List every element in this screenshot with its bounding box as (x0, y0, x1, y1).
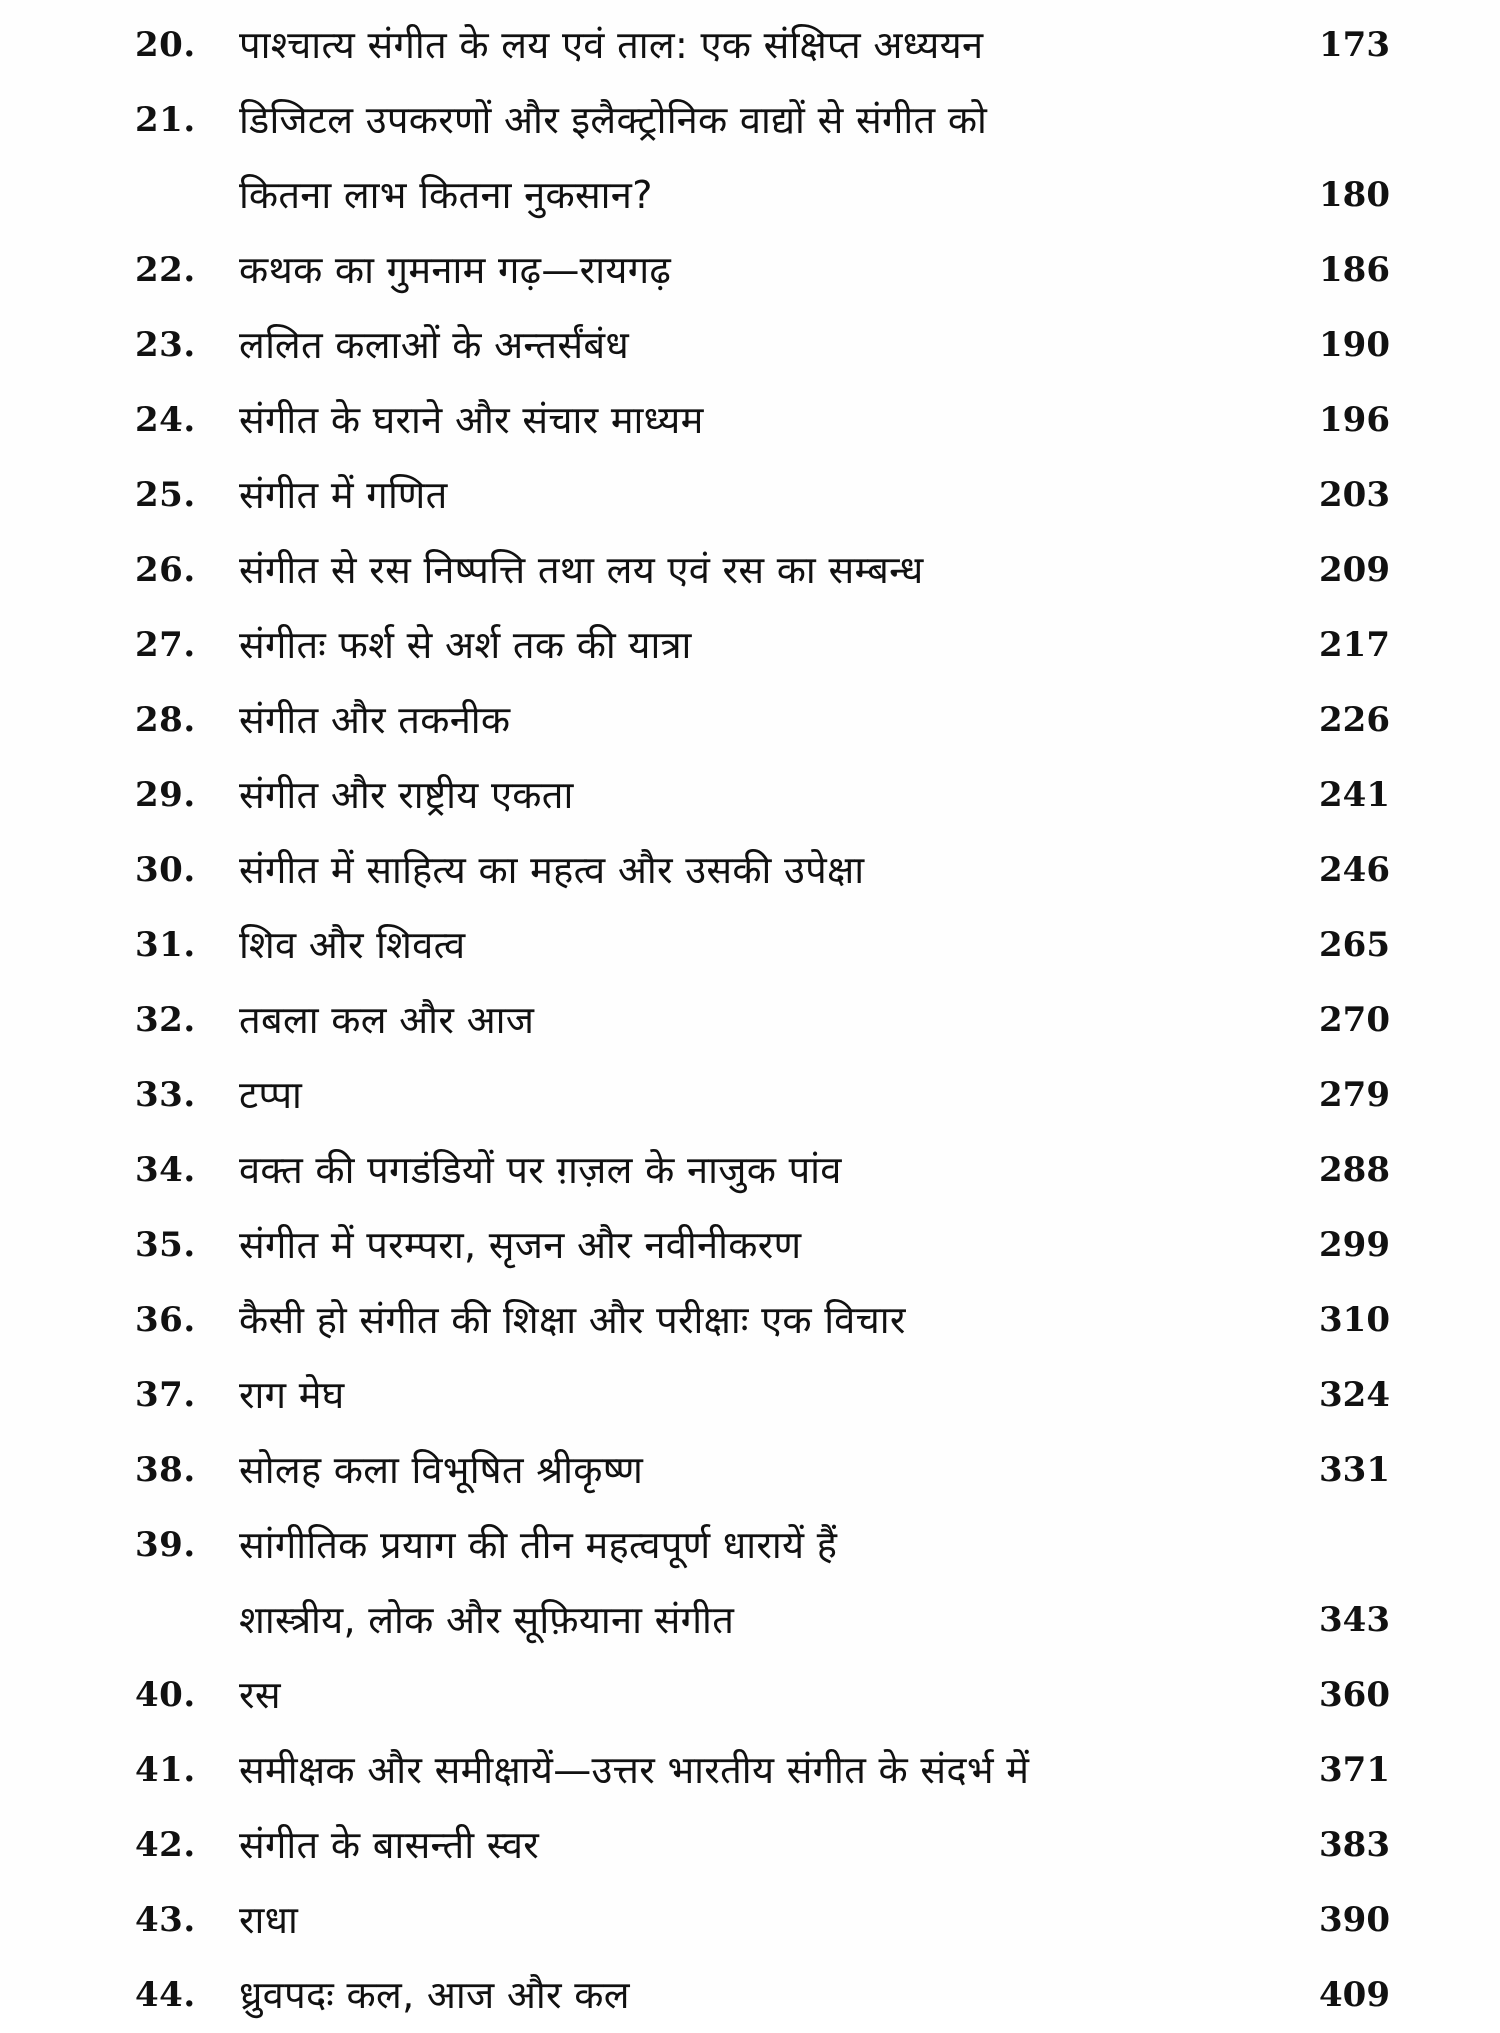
entry-title (227, 608, 1390, 683)
entry-number: 26. (135, 550, 196, 590)
entry-number: 32. (135, 1000, 196, 1040)
entry-page-number: 288 (1319, 1150, 1390, 1190)
entry-number: 21. (135, 100, 196, 140)
entry-title (227, 908, 1390, 983)
entry-page-number: 331 (1319, 1450, 1390, 1490)
toc-entry (135, 608, 1390, 683)
entry-page-number: 279 (1319, 1075, 1390, 1115)
entry-page-number: 173 (1319, 25, 1390, 65)
entry-title (227, 533, 1390, 608)
toc-entry (135, 533, 1390, 608)
entry-page-number: 203 (1319, 475, 1390, 515)
toc-entry (135, 1883, 1390, 1958)
entry-page-number: 371 (1319, 1750, 1390, 1790)
entry-title (227, 1058, 1390, 1133)
toc-entry (135, 308, 1390, 383)
entry-title-line: तबला कल और आज (239, 998, 535, 1042)
entry-page-number: 390 (1319, 1900, 1390, 1940)
entry-title (227, 458, 1390, 533)
entry-title (227, 1883, 1390, 1958)
entry-page-number: 241 (1319, 775, 1390, 815)
entry-title (227, 1358, 1390, 1433)
entry-number: 34. (135, 1150, 196, 1190)
entry-number: 41. (135, 1750, 196, 1790)
entry-title-line: टप्पा (239, 1073, 303, 1117)
entry-number: 33. (135, 1075, 196, 1115)
entry-page-number: 299 (1319, 1225, 1390, 1265)
entry-number: 25. (135, 475, 196, 515)
entry-title (227, 758, 1390, 833)
toc-entry (135, 833, 1390, 908)
toc-entry (135, 1058, 1390, 1133)
table-of-contents (135, 8, 1390, 2033)
toc-entry (135, 1283, 1390, 1358)
entry-number: 30. (135, 850, 196, 890)
entry-page-number: 180 (1319, 175, 1390, 215)
entry-title-line: संगीत के बासन्ती स्वर (239, 1823, 540, 1867)
entry-title (227, 1958, 1390, 2033)
entry-number: 31. (135, 925, 196, 965)
entry-number: 37. (135, 1375, 196, 1415)
entry-page-number: 383 (1319, 1825, 1390, 1865)
entry-title (227, 1133, 1390, 1208)
entry-title (227, 1808, 1390, 1883)
entry-number: 27. (135, 625, 196, 665)
entry-page-number: 324 (1319, 1375, 1390, 1415)
entry-title-line: पाश्चात्य संगीत के लय एवं ताल: एक संक्षिप्त अध्ययन (239, 23, 984, 67)
entry-title-line: शिव और शिवत्व (239, 923, 466, 967)
entry-page-number: 209 (1319, 550, 1390, 590)
entry-title-line: सांगीतिक प्रयाग की तीन महत्वपूर्ण धारायें हैं (239, 1523, 838, 1567)
toc-entry (135, 1358, 1390, 1433)
entry-title-line: संगीत और तकनीक (239, 698, 511, 742)
entry-title-line: ललित कलाओं के अन्तर्संबंध (239, 323, 630, 367)
toc-entry (135, 758, 1390, 833)
entry-title-line: संगीत से रस निष्पत्ति तथा लय एवं रस का सम्बन्ध (239, 548, 924, 592)
entry-title-line: संगीतः फर्श से अर्श तक की यात्रा (239, 623, 692, 667)
entry-number: 29. (135, 775, 196, 815)
toc-entry (135, 83, 1390, 233)
entry-title (227, 1433, 1390, 1508)
entry-title (227, 308, 1390, 383)
entry-title (227, 833, 1390, 908)
entry-title (227, 8, 1390, 83)
entry-title-line: संगीत के घराने और संचार माध्यम (239, 398, 704, 442)
toc-entry (135, 1133, 1390, 1208)
toc-entry (135, 1433, 1390, 1508)
toc-entry (135, 1733, 1390, 1808)
entry-page-number: 270 (1319, 1000, 1390, 1040)
entry-title-line: राग मेघ (239, 1373, 345, 1417)
entry-page-number: 310 (1319, 1300, 1390, 1340)
toc-entry (135, 1958, 1390, 2033)
entry-page-number: 186 (1319, 250, 1390, 290)
entry-title-line: ध्रुवपदः कल, आज और कल (239, 1973, 630, 2017)
entry-number: 24. (135, 400, 196, 440)
entry-number: 35. (135, 1225, 196, 1265)
entry-title-line: संगीत और राष्ट्रीय एकता (239, 773, 574, 817)
entry-title-line: राधा (239, 1898, 299, 1942)
entry-title-line: कथक का गुमनाम गढ़—रायगढ़ (239, 248, 672, 292)
entry-title (227, 83, 1390, 233)
entry-page-number: 196 (1319, 400, 1390, 440)
entry-number: 22. (135, 250, 196, 290)
toc-entry (135, 983, 1390, 1058)
entry-title (227, 1508, 1390, 1658)
entry-number: 38. (135, 1450, 196, 1490)
toc-entry (135, 458, 1390, 533)
entry-title (227, 1283, 1390, 1358)
entry-title (227, 1658, 1390, 1733)
entry-title-line: वक्त की पगडंडियों पर ग़ज़ल के नाजुक पांव (239, 1148, 842, 1192)
entry-title (227, 983, 1390, 1058)
entry-title-line: कैसी हो संगीत की शिक्षा और परीक्षाः एक विचार (239, 1298, 906, 1342)
entry-title-line: सोलह कला विभूषित श्रीकृष्ण (239, 1448, 644, 1492)
toc-entry (135, 1208, 1390, 1283)
toc-entry (135, 383, 1390, 458)
entry-title-line: शास्त्रीय, लोक और सूफ़ियाना संगीत (239, 1598, 735, 1642)
toc-entry (135, 233, 1390, 308)
entry-title-line: संगीत में गणित (239, 473, 448, 517)
entry-page-number: 190 (1319, 325, 1390, 365)
entry-title (227, 1733, 1390, 1808)
entry-title-line: संगीत में परम्परा, सृजन और नवीनीकरण (239, 1223, 802, 1267)
toc-entry (135, 1658, 1390, 1733)
entry-title (227, 383, 1390, 458)
toc-entry (135, 8, 1390, 83)
toc-entry (135, 1808, 1390, 1883)
toc-entry (135, 683, 1390, 758)
entry-number: 23. (135, 325, 196, 365)
entry-title (227, 233, 1390, 308)
entry-number: 42. (135, 1825, 196, 1865)
entry-title (227, 1208, 1390, 1283)
entry-page-number: 360 (1319, 1675, 1390, 1715)
entry-number: 43. (135, 1900, 196, 1940)
entry-page-number: 343 (1319, 1600, 1390, 1640)
entry-page-number: 409 (1319, 1975, 1390, 2015)
entry-title-line: संगीत में साहित्य का महत्व और उसकी उपेक्षा (239, 848, 865, 892)
entry-number: 39. (135, 1525, 196, 1565)
toc-entry (135, 1508, 1390, 1658)
entry-number: 28. (135, 700, 196, 740)
entry-number: 20. (135, 25, 196, 65)
entry-page-number: 246 (1319, 850, 1390, 890)
entry-number: 44. (135, 1975, 196, 2015)
toc-entry (135, 908, 1390, 983)
entry-number: 40. (135, 1675, 196, 1715)
entry-title-line: रस (239, 1673, 281, 1717)
entry-title (227, 683, 1390, 758)
entry-title-line: डिजिटल उपकरणों और इलैक्ट्रोनिक वाद्यों से संगीत को (239, 98, 988, 142)
entry-page-number: 265 (1319, 925, 1390, 965)
entry-title-line: कितना लाभ कितना नुकसान? (239, 173, 653, 217)
entry-page-number: 226 (1319, 700, 1390, 740)
entry-number: 36. (135, 1300, 196, 1340)
entry-title-line: समीक्षक और समीक्षायें—उत्तर भारतीय संगीत के संदर्भ में (239, 1748, 1030, 1792)
entry-page-number: 217 (1319, 625, 1390, 665)
